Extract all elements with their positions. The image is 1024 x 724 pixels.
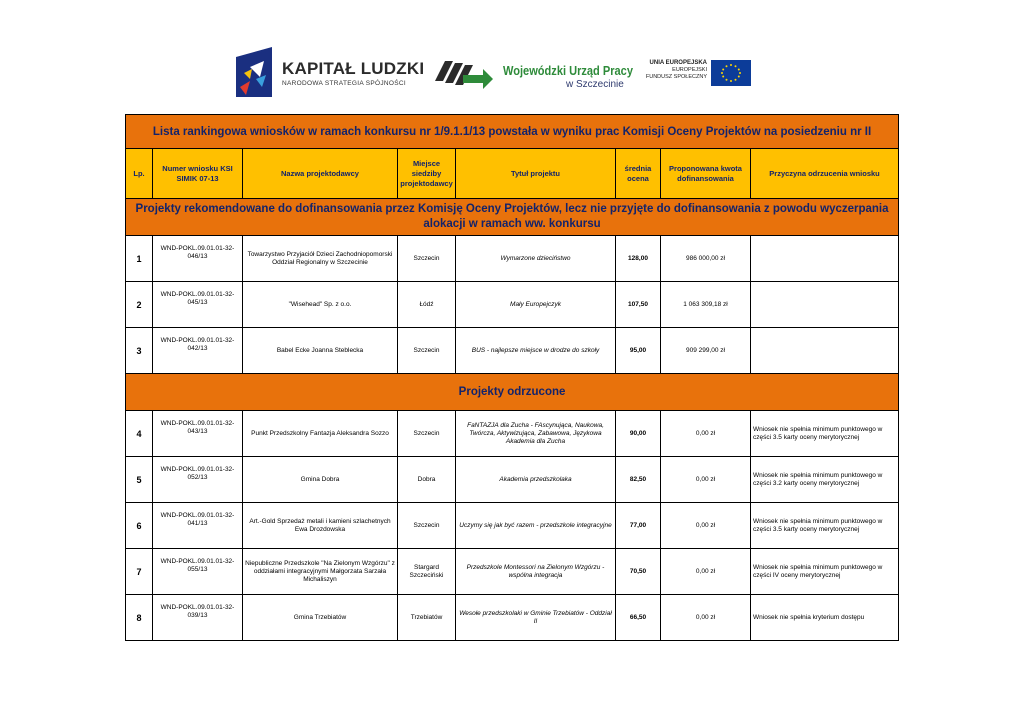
cell-kwota: 0,00 zł [661, 457, 751, 503]
eu-flag-icon [711, 60, 751, 86]
cell-przyczyna: Wniosek nie spełnia minimum punktowego w części 3.2 karty oceny merytorycznej [751, 457, 899, 503]
cell-ocena: 66,50 [616, 595, 661, 641]
cell-tytul: Mały Europejczyk [456, 282, 616, 328]
cell-miejsce: Dobra [398, 457, 456, 503]
kapital-ludzki-emblem-icon [236, 47, 272, 97]
cell-nazwa: Art.-Gold Sprzedaż metali i kamieni szlachetnych Ewa Drozdowska [243, 503, 398, 549]
cell-lp: 5 [126, 457, 153, 503]
cell-przyczyna: Wniosek nie spełnia minimum punktowego w części 3.5 karty oceny merytorycznej [751, 503, 899, 549]
cell-tytul: Przedszkole Montessori na Zielonym Wzgórzu - wspólna integracja [456, 549, 616, 595]
cell-numer: WND-POKL.09.01.01-32-039/13 [153, 595, 243, 641]
logo-bar [0, 45, 1024, 100]
cell-nazwa: Gmina Dobra [243, 457, 398, 503]
cell-numer: WND-POKL.09.01.01-32-055/13 [153, 549, 243, 595]
cell-tytul: Uczymy się jak być razem - przedszkole integracyjne [456, 503, 616, 549]
cell-numer: WND-POKL.09.01.01-32-045/13 [153, 282, 243, 328]
cell-numer: WND-POKL.09.01.01-32-046/13 [153, 236, 243, 282]
cell-miejsce: Łódź [398, 282, 456, 328]
cell-kwota: 0,00 zł [661, 411, 751, 457]
cell-numer: WND-POKL.09.01.01-32-043/13 [153, 411, 243, 457]
header-tytul: Tytuł projektu [456, 149, 616, 199]
header-nazwa: Nazwa projektodawcy [243, 149, 398, 199]
cell-przyczyna: Wniosek nie spełnia minimum punktowego w części 3.5 karty oceny merytorycznej [751, 411, 899, 457]
table-row [126, 328, 899, 374]
cell-ocena: 82,50 [616, 457, 661, 503]
cell-lp: 4 [126, 411, 153, 457]
cell-numer: WND-POKL.09.01.01-32-052/13 [153, 457, 243, 503]
header-ocena: średnia ocena [616, 149, 661, 199]
cell-nazwa: Babel Ecke Joanna Steblecka [243, 328, 398, 374]
cell-przyczyna: Wniosek nie spełnia minimum punktowego w części IV oceny merytorycznej [751, 549, 899, 595]
table-title: Lista rankingowa wniosków w ramach konkursu nr 1/9.1.1/13 powstała w wyniku prac Komisji Oceny Projektów na posiedzeniu nr II [126, 115, 899, 149]
table-row [126, 457, 899, 503]
cell-przyczyna [751, 282, 899, 328]
header-row [126, 149, 899, 199]
eu-text [645, 60, 707, 81]
cell-przyczyna: Wniosek nie spełnia kryterium dostępu [751, 595, 899, 641]
cell-ocena: 128,00 [616, 236, 661, 282]
table-row [126, 503, 899, 549]
cell-ocena: 95,00 [616, 328, 661, 374]
cell-tytul: Wesołe przedszkolaki w Gminie Trzebiatów - Oddział II [456, 595, 616, 641]
eu-line1: UNIA EUROPEJSKA [649, 60, 707, 66]
cell-nazwa: "Wisehead" Sp. z o.o. [243, 282, 398, 328]
table-row [126, 549, 899, 595]
cell-przyczyna [751, 236, 899, 282]
eu-line2: EUROPEJSKI [672, 67, 707, 73]
cell-miejsce: Trzebiatów [398, 595, 456, 641]
cell-miejsce: Szczecin [398, 411, 456, 457]
cell-nazwa: Gmina Trzebiatów [243, 595, 398, 641]
cell-lp: 7 [126, 549, 153, 595]
cell-tytul: FaNTAZJA dla Zucha - FAscynująca, Naukowa, Twórcza, Aktywizująca, Zabawowa, Językowa Akademia dla Zucha [456, 411, 616, 457]
section-recommended-heading: Projekty rekomendowane do dofinansowania przez Komisję Oceny Projektów, lecz nie przyjęte do dofinansowania z powodu wyczerpania alokacji w ramach ww. konkursu [126, 199, 899, 236]
cell-miejsce: Szczecin [398, 503, 456, 549]
cell-miejsce: Szczecin [398, 328, 456, 374]
cell-nazwa: Towarzystwo Przyjaciół Dzieci Zachodniopomorski Oddział Regionalny w Szczecinie [243, 236, 398, 282]
cell-kwota: 0,00 zł [661, 595, 751, 641]
cell-lp: 2 [126, 282, 153, 328]
eu-logo [645, 53, 760, 93]
cell-kwota: 909 299,00 zł [661, 328, 751, 374]
cell-tytul: Wymarzone dzieciństwo [456, 236, 616, 282]
cell-nazwa: Niepubliczne Przedszkole "Na Zielonym Wzgórzu" z oddziałami integracyjnymi Małgorzata Sarzała Michaliszyn [243, 549, 398, 595]
cell-tytul: Akademia przedszkolaka [456, 457, 616, 503]
header-numer: Numer wniosku KSI SIMIK 07-13 [153, 149, 243, 199]
cell-miejsce: Szczecin [398, 236, 456, 282]
wup-emblem-icon [433, 55, 495, 91]
cell-numer: WND-POKL.09.01.01-32-041/13 [153, 503, 243, 549]
table-row [126, 236, 899, 282]
table-row [126, 411, 899, 457]
cell-ocena: 90,00 [616, 411, 661, 457]
header-miejsce: Miejsce siedziby projektodawcy [398, 149, 456, 199]
eu-line3: FUNDUSZ SPOŁECZNY [645, 74, 707, 80]
wup-name: Wojewódzki Urząd Pracy [503, 63, 633, 78]
wup-logo [433, 55, 633, 95]
cell-nazwa: Punkt Przedszkolny Fantazja Aleksandra Sozzo [243, 411, 398, 457]
cell-lp: 6 [126, 503, 153, 549]
cell-lp: 1 [126, 236, 153, 282]
cell-lp: 8 [126, 595, 153, 641]
kapital-ludzki-subtitle: NARODOWA STRATEGIA SPÓJNOŚCI [282, 80, 406, 87]
cell-kwota: 0,00 zł [661, 549, 751, 595]
cell-kwota: 986 000,00 zł [661, 236, 751, 282]
cell-przyczyna [751, 328, 899, 374]
table-row [126, 282, 899, 328]
cell-ocena: 107,50 [616, 282, 661, 328]
kapital-ludzki-logo [236, 47, 425, 97]
cell-numer: WND-POKL.09.01.01-32-042/13 [153, 328, 243, 374]
cell-miejsce: Stargard Szczeciński [398, 549, 456, 595]
header-lp: Lp. [126, 149, 153, 199]
cell-tytul: BUS - najlepsze miejsce w drodze do szkoły [456, 328, 616, 374]
kapital-ludzki-title: KAPITAŁ LUDZKI [282, 59, 425, 78]
cell-ocena: 77,00 [616, 503, 661, 549]
ranking-table [125, 114, 899, 641]
section-rejected-heading: Projekty odrzucone [126, 374, 899, 411]
cell-lp: 3 [126, 328, 153, 374]
wup-city: w Szczecinie [566, 79, 624, 90]
header-kwota: Proponowana kwota dofinansowania [661, 149, 751, 199]
cell-kwota: 0,00 zł [661, 503, 751, 549]
cell-kwota: 1 063 309,18 zł [661, 282, 751, 328]
cell-ocena: 70,50 [616, 549, 661, 595]
header-przyczyna: Przyczyna odrzucenia wniosku [751, 149, 899, 199]
table-row [126, 595, 899, 641]
